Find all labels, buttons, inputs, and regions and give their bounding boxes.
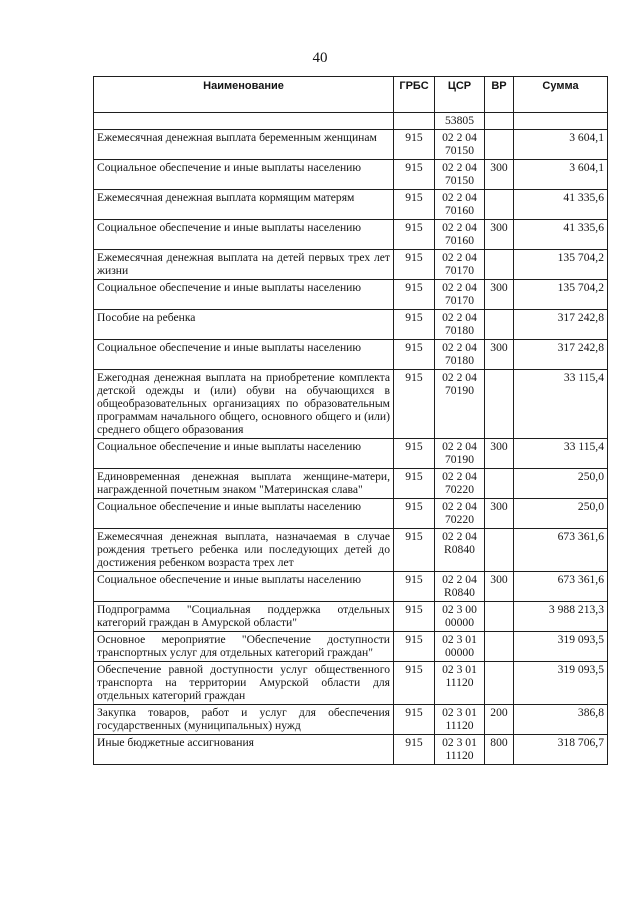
table-row xyxy=(94,190,608,220)
csr-code-line-2: 70180 xyxy=(445,324,474,337)
table-row xyxy=(94,310,608,340)
csr-code-line-1: 02 3 01 xyxy=(442,736,477,749)
budget-table xyxy=(93,76,608,765)
row-grbs-cell: 915 xyxy=(394,499,435,529)
row-sum-cell: 3 604,1 xyxy=(514,130,608,160)
row-name-cell: Социальное обеспечение и иные выплаты населению xyxy=(94,439,394,469)
row-vr-cell: 300 xyxy=(485,280,514,310)
table-row xyxy=(94,220,608,250)
row-csr-cell xyxy=(435,370,485,439)
row-csr-cell xyxy=(435,340,485,370)
csr-code-line-1: 02 3 01 xyxy=(442,633,477,646)
table-row xyxy=(94,602,608,632)
page-number: 40 xyxy=(312,50,328,66)
row-grbs-cell: 915 xyxy=(394,439,435,469)
row-vr-cell xyxy=(485,113,514,130)
csr-code-line-1: 02 2 04 xyxy=(442,500,477,513)
row-grbs-cell: 915 xyxy=(394,160,435,190)
row-csr-cell xyxy=(435,160,485,190)
row-name-cell: Иные бюджетные ассигнования xyxy=(94,735,394,765)
row-name-cell: Ежемесячная денежная выплата беременным женщинам xyxy=(94,130,394,160)
csr-code-line-2: 53805 xyxy=(445,114,474,127)
row-grbs-cell: 915 xyxy=(394,632,435,662)
row-name-cell: Единовременная денежная выплата женщине-матери, награжденной почетным знаком "Материнская слава" xyxy=(94,469,394,499)
csr-code-line-2: 70220 xyxy=(445,513,474,526)
row-csr-cell xyxy=(435,632,485,662)
row-name-cell: Основное мероприятие "Обеспечение доступности транспортных услуг для отдельных категорий граждан" xyxy=(94,632,394,662)
table-row xyxy=(94,113,608,130)
csr-code-line-1: 02 2 04 xyxy=(442,281,477,294)
row-sum-cell: 673 361,6 xyxy=(514,529,608,572)
row-sum-cell: 250,0 xyxy=(514,499,608,529)
csr-code-line-2: 70190 xyxy=(445,384,474,397)
csr-code-line-2: 70170 xyxy=(445,294,474,307)
row-name-cell: Пособие на ребенка xyxy=(94,310,394,340)
row-csr-cell xyxy=(435,735,485,765)
row-vr-cell xyxy=(485,130,514,160)
csr-code-line-2: 70160 xyxy=(445,204,474,217)
table-row xyxy=(94,370,608,439)
row-sum-cell: 673 361,6 xyxy=(514,572,608,602)
csr-code-line-1: 02 2 04 xyxy=(442,573,477,586)
row-name-cell: Обеспечение равной доступности услуг общественного транспорта на территории Амурской области для отдельных категорий граждан xyxy=(94,662,394,705)
row-grbs-cell xyxy=(394,113,435,130)
row-vr-cell xyxy=(485,529,514,572)
csr-code-line-2: 00000 xyxy=(445,616,474,629)
header-sum: Сумма xyxy=(514,77,608,113)
row-name-cell: Социальное обеспечение и иные выплаты населению xyxy=(94,499,394,529)
row-vr-cell xyxy=(485,632,514,662)
csr-code-line-1: 02 2 04 xyxy=(442,371,477,384)
csr-code-line-1: 02 2 04 xyxy=(442,470,477,483)
row-name-cell: Социальное обеспечение и иные выплаты населению xyxy=(94,340,394,370)
row-grbs-cell: 915 xyxy=(394,370,435,439)
table-header-row xyxy=(94,77,608,113)
header-name: Наименование xyxy=(94,77,394,113)
header-csr: ЦСР xyxy=(435,77,485,113)
row-csr-cell xyxy=(435,113,485,130)
row-grbs-cell: 915 xyxy=(394,340,435,370)
row-sum-cell xyxy=(514,113,608,130)
csr-code-line-2: 70150 xyxy=(445,174,474,187)
row-csr-cell xyxy=(435,439,485,469)
row-sum-cell: 3 604,1 xyxy=(514,160,608,190)
row-csr-cell xyxy=(435,310,485,340)
row-grbs-cell: 915 xyxy=(394,735,435,765)
row-name-cell: Ежегодная денежная выплата на приобретение комплекта детской одежды и (или) обуви на обучающихся в общеобразовательных организациях по образовательным программам начального общего, основного общего и (или) среднего общего образования xyxy=(94,370,394,439)
csr-code-line-2: 11120 xyxy=(445,676,474,689)
row-csr-cell xyxy=(435,705,485,735)
row-grbs-cell: 915 xyxy=(394,220,435,250)
row-csr-cell xyxy=(435,130,485,160)
table-row xyxy=(94,705,608,735)
row-grbs-cell: 915 xyxy=(394,602,435,632)
table-row xyxy=(94,280,608,310)
row-vr-cell: 800 xyxy=(485,735,514,765)
row-csr-cell xyxy=(435,220,485,250)
csr-code-line-2: R0840 xyxy=(444,586,475,599)
row-name-cell xyxy=(94,113,394,130)
row-grbs-cell: 915 xyxy=(394,280,435,310)
row-vr-cell: 300 xyxy=(485,439,514,469)
row-sum-cell: 317 242,8 xyxy=(514,340,608,370)
csr-code-line-2: 11120 xyxy=(445,719,474,732)
row-vr-cell: 300 xyxy=(485,499,514,529)
row-vr-cell: 300 xyxy=(485,160,514,190)
row-grbs-cell: 915 xyxy=(394,310,435,340)
table-row xyxy=(94,662,608,705)
table-row xyxy=(94,632,608,662)
csr-code-line-1: 02 2 04 xyxy=(442,311,477,324)
row-csr-cell xyxy=(435,190,485,220)
csr-code-line-1: 02 2 04 xyxy=(442,131,477,144)
csr-code-line-2: 70180 xyxy=(445,354,474,367)
row-name-cell: Социальное обеспечение и иные выплаты населению xyxy=(94,160,394,190)
table-row xyxy=(94,250,608,280)
row-name-cell: Социальное обеспечение и иные выплаты населению xyxy=(94,220,394,250)
csr-code-line-1: 02 2 04 xyxy=(442,341,477,354)
table-row xyxy=(94,529,608,572)
row-name-cell: Социальное обеспечение и иные выплаты населению xyxy=(94,572,394,602)
header-grbs: ГРБС xyxy=(394,77,435,113)
row-csr-cell xyxy=(435,250,485,280)
row-vr-cell: 200 xyxy=(485,705,514,735)
table-row xyxy=(94,160,608,190)
row-csr-cell xyxy=(435,662,485,705)
row-sum-cell: 317 242,8 xyxy=(514,310,608,340)
row-sum-cell: 250,0 xyxy=(514,469,608,499)
row-grbs-cell: 915 xyxy=(394,662,435,705)
row-vr-cell xyxy=(485,190,514,220)
table-row xyxy=(94,469,608,499)
row-sum-cell: 319 093,5 xyxy=(514,632,608,662)
csr-code-line-1: 02 2 04 xyxy=(442,440,477,453)
csr-code-line-2: 11120 xyxy=(445,749,474,762)
row-sum-cell: 41 335,6 xyxy=(514,220,608,250)
row-grbs-cell: 915 xyxy=(394,705,435,735)
table-row xyxy=(94,439,608,469)
row-sum-cell: 386,8 xyxy=(514,705,608,735)
row-vr-cell xyxy=(485,370,514,439)
csr-code-line-1: 02 3 01 xyxy=(442,706,477,719)
row-sum-cell: 33 115,4 xyxy=(514,439,608,469)
table-row xyxy=(94,735,608,765)
table-row xyxy=(94,572,608,602)
row-sum-cell: 319 093,5 xyxy=(514,662,608,705)
table-row xyxy=(94,130,608,160)
csr-code-line-1: 02 2 04 xyxy=(442,251,477,264)
row-sum-cell: 135 704,2 xyxy=(514,250,608,280)
row-grbs-cell: 915 xyxy=(394,572,435,602)
csr-code-line-2: 70160 xyxy=(445,234,474,247)
row-grbs-cell: 915 xyxy=(394,130,435,160)
csr-code-line-2: 70220 xyxy=(445,483,474,496)
csr-code-line-1: 02 2 04 xyxy=(442,191,477,204)
csr-code-line-1: 02 2 04 xyxy=(442,530,477,543)
row-grbs-cell: 915 xyxy=(394,529,435,572)
row-grbs-cell: 915 xyxy=(394,250,435,280)
row-name-cell: Закупка товаров, работ и услуг для обеспечения государственных (муниципальных) нужд xyxy=(94,705,394,735)
row-sum-cell: 135 704,2 xyxy=(514,280,608,310)
row-grbs-cell: 915 xyxy=(394,190,435,220)
row-vr-cell xyxy=(485,662,514,705)
row-sum-cell: 3 988 213,3 xyxy=(514,602,608,632)
row-name-cell: Подпрограмма "Социальная поддержка отдельных категорий граждан в Амурской области" xyxy=(94,602,394,632)
header-vr: ВР xyxy=(485,77,514,113)
table-body xyxy=(94,113,608,765)
row-vr-cell xyxy=(485,310,514,340)
row-csr-cell xyxy=(435,602,485,632)
row-csr-cell xyxy=(435,499,485,529)
row-csr-cell xyxy=(435,572,485,602)
row-sum-cell: 33 115,4 xyxy=(514,370,608,439)
row-vr-cell xyxy=(485,602,514,632)
row-csr-cell xyxy=(435,280,485,310)
row-vr-cell: 300 xyxy=(485,340,514,370)
csr-code-line-2: 70150 xyxy=(445,144,474,157)
row-csr-cell xyxy=(435,529,485,572)
csr-code-line-1: 02 3 01 xyxy=(442,663,477,676)
table-row xyxy=(94,499,608,529)
row-sum-cell: 318 706,7 xyxy=(514,735,608,765)
csr-code-line-1: 02 2 04 xyxy=(442,221,477,234)
csr-code-line-2: R0840 xyxy=(444,543,475,556)
row-vr-cell: 300 xyxy=(485,220,514,250)
csr-code-line-2: 70190 xyxy=(445,453,474,466)
row-csr-cell xyxy=(435,469,485,499)
row-vr-cell: 300 xyxy=(485,572,514,602)
row-name-cell: Ежемесячная денежная выплата кормящим матерям xyxy=(94,190,394,220)
row-grbs-cell: 915 xyxy=(394,469,435,499)
csr-code-line-2: 70170 xyxy=(445,264,474,277)
csr-code-line-2: 00000 xyxy=(445,646,474,659)
csr-code-line-1: 02 2 04 xyxy=(442,161,477,174)
csr-code-line-1: 02 3 00 xyxy=(442,603,477,616)
row-sum-cell: 41 335,6 xyxy=(514,190,608,220)
table-row xyxy=(94,340,608,370)
row-name-cell: Социальное обеспечение и иные выплаты населению xyxy=(94,280,394,310)
row-name-cell: Ежемесячная денежная выплата на детей первых трех лет жизни xyxy=(94,250,394,280)
row-vr-cell xyxy=(485,469,514,499)
row-name-cell: Ежемесячная денежная выплата, назначаемая в случае рождения третьего ребенка или последующих детей до достижения ребенком возраста трех лет xyxy=(94,529,394,572)
row-vr-cell xyxy=(485,250,514,280)
